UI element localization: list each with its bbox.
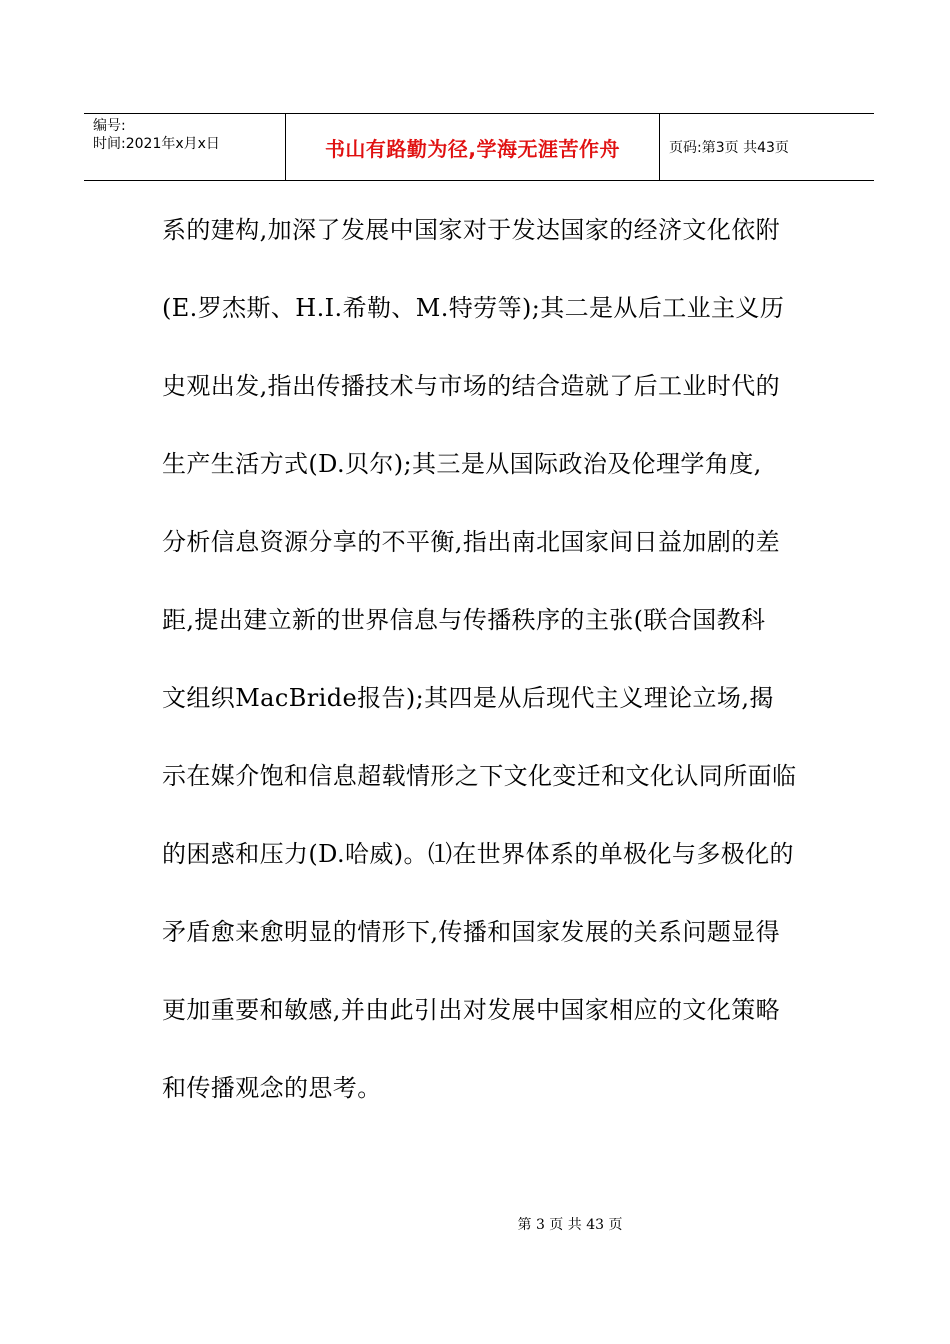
header-meta-cell (84, 114, 286, 180)
motto-text: 书山有路勤为径,学海无涯苦作舟 (324, 136, 621, 161)
body-line: 更加重要和敏感,并由此引出对发展中国家相应的文化策略 (162, 996, 781, 1024)
header-page-info: 页码:第3页 共43页 (669, 140, 789, 156)
page-header (84, 113, 874, 181)
body-line: 矛盾愈来愈明显的情形下,传播和国家发展的关系问题显得 (162, 918, 781, 946)
body-line: (E.罗杰斯、H.I.希勒、M.特劳等);其二是从后工业主义历 (162, 294, 785, 322)
body-line: 生产生活方式(D.贝尔);其三是从国际政治及伦理学角度, (162, 450, 762, 478)
number-label: 编号: (93, 118, 126, 134)
body-text (162, 210, 797, 1146)
body-line: 的困惑和压力(D.哈威)。⑴在世界体系的单极化与多极化的 (162, 840, 794, 868)
body-line: 示在媒介饱和信息超载情形之下文化变迁和文化认同所面临 (162, 762, 797, 790)
time-label: 时间:2021年x月x日 (93, 136, 220, 152)
body-line: 和传播观念的思考。 (162, 1074, 382, 1102)
body-line: 系的建构,加深了发展中国家对于发达国家的经济文化依附 (162, 216, 781, 244)
page-footer: 第 3 页 共 43 页 (517, 1217, 623, 1233)
body-line: 文组织MacBride报告);其四是从后现代主义理论立场,揭 (162, 684, 774, 712)
body-line: 距,提出建立新的世界信息与传播秩序的主张(联合国教科 (162, 606, 766, 634)
body-line: 分析信息资源分享的不平衡,指出南北国家间日益加剧的差 (162, 528, 781, 556)
body-line: 史观出发,指出传播技术与市场的结合造就了后工业时代的 (162, 372, 781, 400)
header-page-cell (660, 114, 874, 180)
header-motto-cell (286, 114, 660, 180)
